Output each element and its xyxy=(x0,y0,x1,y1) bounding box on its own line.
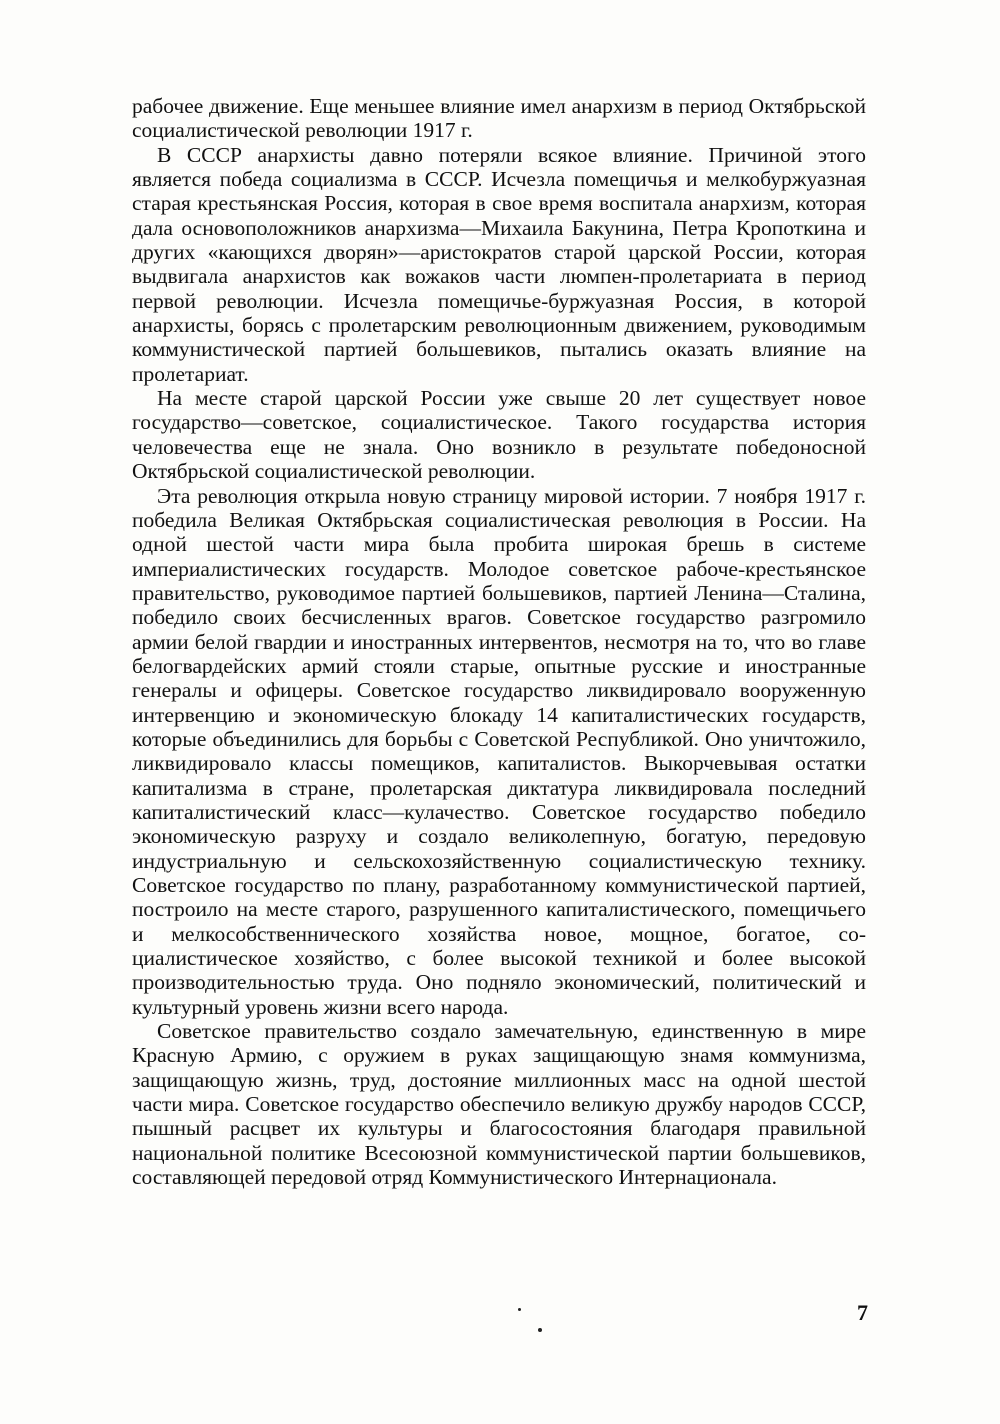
paragraph-anarchists-lost-influence: В СССР анархисты давно потеряли всякое влияние. Причиной этого является победа социализма в СССР. Исчезла помещичья и мелкобуржуазная старая крестьянская Россия, которая в свое время воспитала анархизм, которая дала основоположников анархизма—Михаила Бакунина, Петра Кропоткина и других «кающихся дворян»—аристократов старой царской России, которая выдвигала анархистов как вожаков части люмпен-пролетариата в период первой революции. Исчезла помещичье-буржуазная Россия, в которой анархисты, борясь с пролетарским революционным движением, руководимым коммунистической партией большевиков, пытались оказать влияние на пролетариат. xyxy=(132,142,866,386)
paragraph-continuation: рабочее движение. Еще меньшее влияние имел анархизм в период Октябрьской социалистической революции 1917 г. xyxy=(132,94,866,143)
body-text xyxy=(132,94,866,1189)
print-speck xyxy=(518,1308,521,1311)
paragraph-red-army: Советское правительство создало замечательную, единственную в мире Красную Армию, с оружием в руках защищающую знамя коммунизма, защищающую жизнь, труд, достояние миллионных масс на одной шестой части мира. Советское государство обеспечило великую дружбу народов СССР, пышный расцвет их культуры и благосостояния благодаря правильной национальной политике Всесоюзной коммунистической партии большевиков, составляющей передовой отряд Коммунистического Интернационала. xyxy=(132,1019,866,1190)
page-footer xyxy=(0,1300,1000,1360)
page-number: 7 xyxy=(857,1300,868,1325)
paragraph-revolution: Эта революция открыла новую страницу мировой истории. 7 ноября 1917 г. победила Великая Октябрьская социалистическая революция в России. На одной шестой части мира была пробита широкая брешь в системе империалистических государств. Молодое советское рабоче-крестьянское правительство, руководимое партией большевиков, партией Ленина—Сталина, победило своих бесчисленных врагов. Советское государство разгромило армии белой гвардии и иностранных интервентов, несмотря на то, что во главе белогвардейских армий стояли старые, опытные русские и иностранные генералы и офицеры. Советское государство ликвидировало вооруженную интервенцию и экономическую блокаду 14 капиталистических государств, которые объединились для борьбы с Советской Республикой. Оно уничтожило, ликвидировало классы помещиков, капиталистов. Выкорчевывая остатки капитализма в стране, пролетарская диктатура ликвидировала последний капиталистический класс—кулачество. Советское государство победило экономическую разруху и создало великолепную, богатую, передовую индустриальную и сельскохозяйственную социалистическую технику. Советское государство по плану, разработанному коммунистической партией, построило на месте старого, разрушенного капиталистического, помещичьего и мелкособственнического хозяйства новое, мощное, богатое, социалистическое хозяйство, с более высокой техникой и более высокой производительностью труда. Оно подняло экономический, политический и культурный уровень жизни всего народа. xyxy=(132,483,866,1019)
paragraph-new-state: На месте старой царской России уже свыше 20 лет существует новое государство—советское, социалистическое. Такого государства история человечества еще не знала. Оно возникло в результате победоносной Октябрьской социалистической революции. xyxy=(132,386,866,484)
print-speck xyxy=(538,1328,542,1332)
